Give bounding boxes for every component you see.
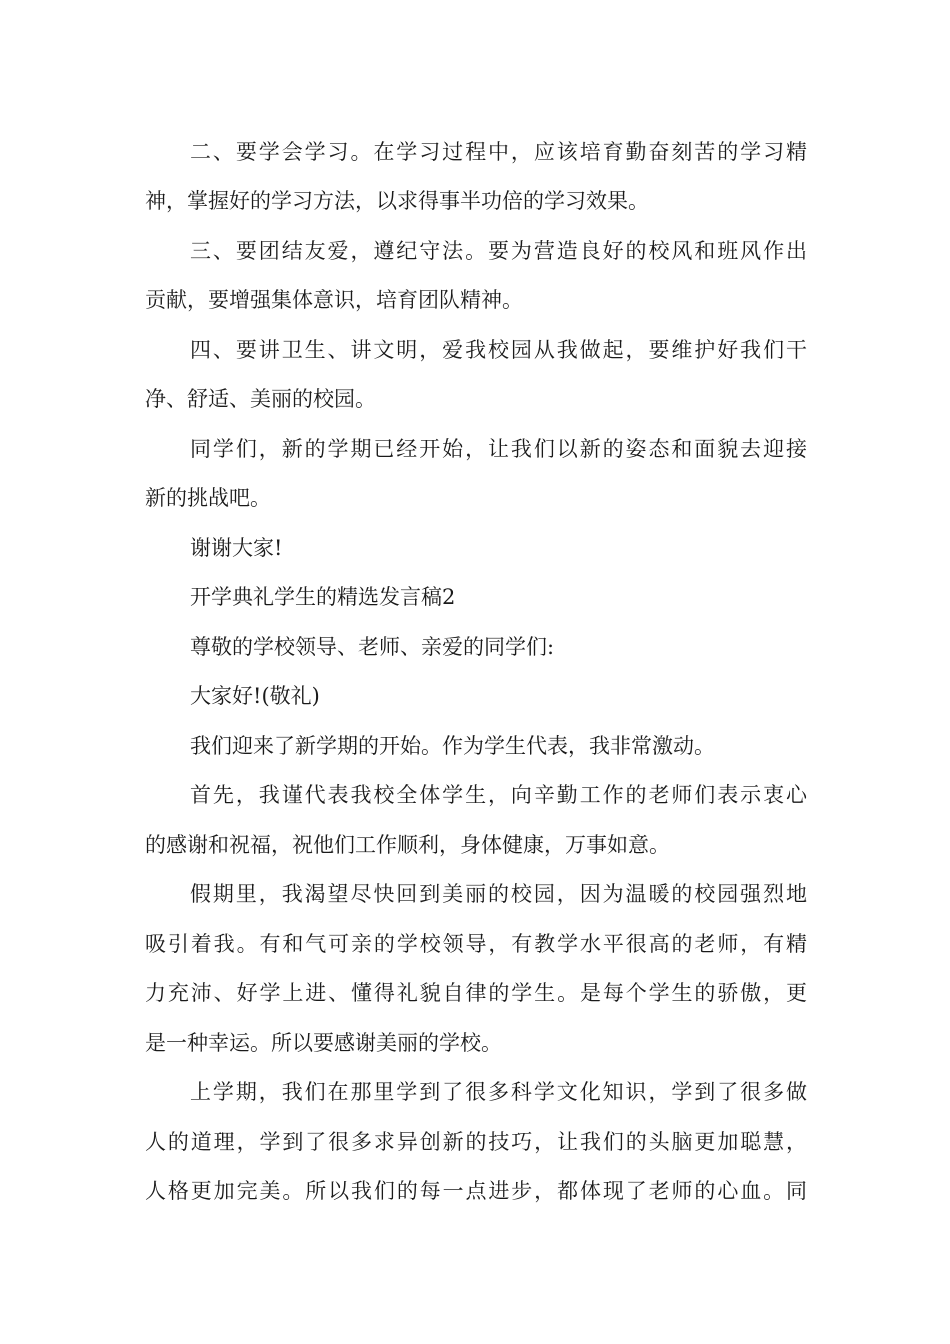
paragraph-line: 首先，我谨代表我校全体学生，向辛勤工作的老师们表示衷心 — [190, 783, 807, 807]
greeting-line: 大家好!(敬礼) — [190, 684, 320, 708]
paragraph-line: 新的挑战吧。 — [145, 486, 271, 510]
paragraph-line: 是一种幸运。所以要感谢美丽的学校。 — [145, 1031, 502, 1055]
paragraph-line: 二、要学会学习。在学习过程中，应该培育勤奋刻苦的学习精 — [190, 140, 807, 164]
closing-line: 谢谢大家! — [190, 536, 283, 560]
paragraph-line: 假期里，我渴望尽快回到美丽的校园，因为温暖的校园强烈地 — [190, 882, 807, 906]
paragraph-line: 同学们，新的学期已经开始，让我们以新的姿态和面貌去迎接 — [190, 437, 807, 461]
paragraph-line: 吸引着我。有和气可亲的学校领导，有教学水平很高的老师，有精 — [145, 932, 807, 956]
section-heading: 开学典礼学生的精选发言稿2 — [190, 585, 456, 609]
paragraph-line: 四、要讲卫生、讲文明，爱我校园从我做起，要维护好我们干 — [190, 338, 807, 362]
paragraph-line: 上学期，我们在那里学到了很多科学文化知识，学到了很多做 — [190, 1080, 807, 1104]
paragraph-line: 我们迎来了新学期的开始。作为学生代表，我非常激动。 — [190, 734, 715, 758]
paragraph-line: 三、要团结友爱，遵纪守法。要为营造良好的校风和班风作出 — [190, 239, 807, 263]
paragraph-line: 贡献，要增强集体意识，培育团队精神。 — [145, 288, 523, 312]
paragraph-line: 人格更加完美。所以我们的每一点进步，都体现了老师的心血。同 — [145, 1179, 807, 1203]
paragraph-line: 力充沛、好学上进、懂得礼貌自律的学生。是每个学生的骄傲，更 — [145, 981, 807, 1005]
salutation-line: 尊敬的学校领导、老师、亲爱的同学们: — [190, 635, 555, 659]
paragraph-line: 神，掌握好的学习方法，以求得事半功倍的学习效果。 — [145, 189, 649, 213]
paragraph-line: 的感谢和祝福，祝他们工作顺利，身体健康，万事如意。 — [145, 833, 670, 857]
paragraph-line: 人的道理，学到了很多求异创新的技巧，让我们的头脑更加聪慧， — [145, 1130, 807, 1154]
paragraph-line: 净、舒适、美丽的校园。 — [145, 387, 376, 411]
